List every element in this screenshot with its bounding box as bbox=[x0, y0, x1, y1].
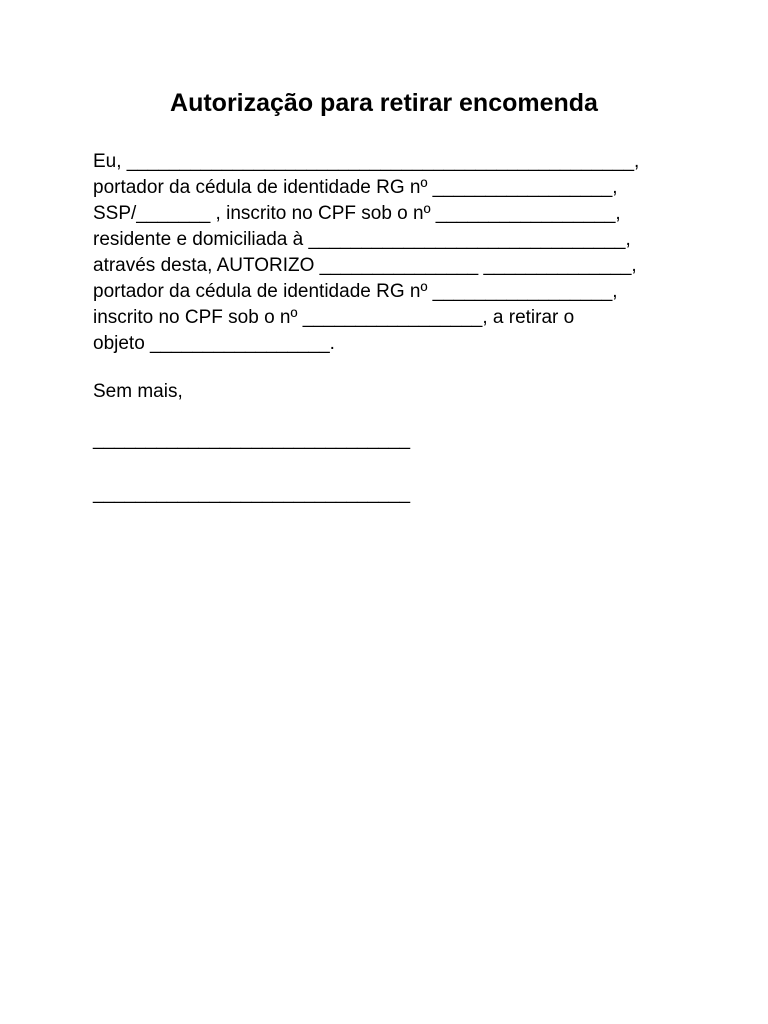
paragraph-line-1: Eu, ________________________________________________, bbox=[93, 151, 640, 172]
paragraph-line-6: portador da cédula de identidade RG nº _________________, bbox=[93, 281, 618, 302]
paragraph-line-7: inscrito no CPF sob o nº _________________, a retirar o bbox=[93, 307, 575, 328]
signature-line-1: ______________________________ bbox=[93, 429, 411, 450]
authorization-paragraph bbox=[93, 149, 693, 357]
closing-text: Sem mais, bbox=[93, 381, 183, 402]
paragraph-line-8: objeto _________________. bbox=[93, 333, 335, 354]
signature-line-2: ______________________________ bbox=[93, 483, 411, 504]
document-title: Autorização para retirar encomenda bbox=[170, 89, 598, 117]
paragraph-line-2: portador da cédula de identidade RG nº _________________, bbox=[93, 177, 618, 198]
paragraph-line-4: residente e domiciliada à ______________________________, bbox=[93, 229, 631, 250]
paragraph-line-5: através desta, AUTORIZO _______________ ______________, bbox=[93, 255, 637, 276]
paragraph-line-3: SSP/_______ , inscrito no CPF sob o nº _________________, bbox=[93, 203, 621, 224]
